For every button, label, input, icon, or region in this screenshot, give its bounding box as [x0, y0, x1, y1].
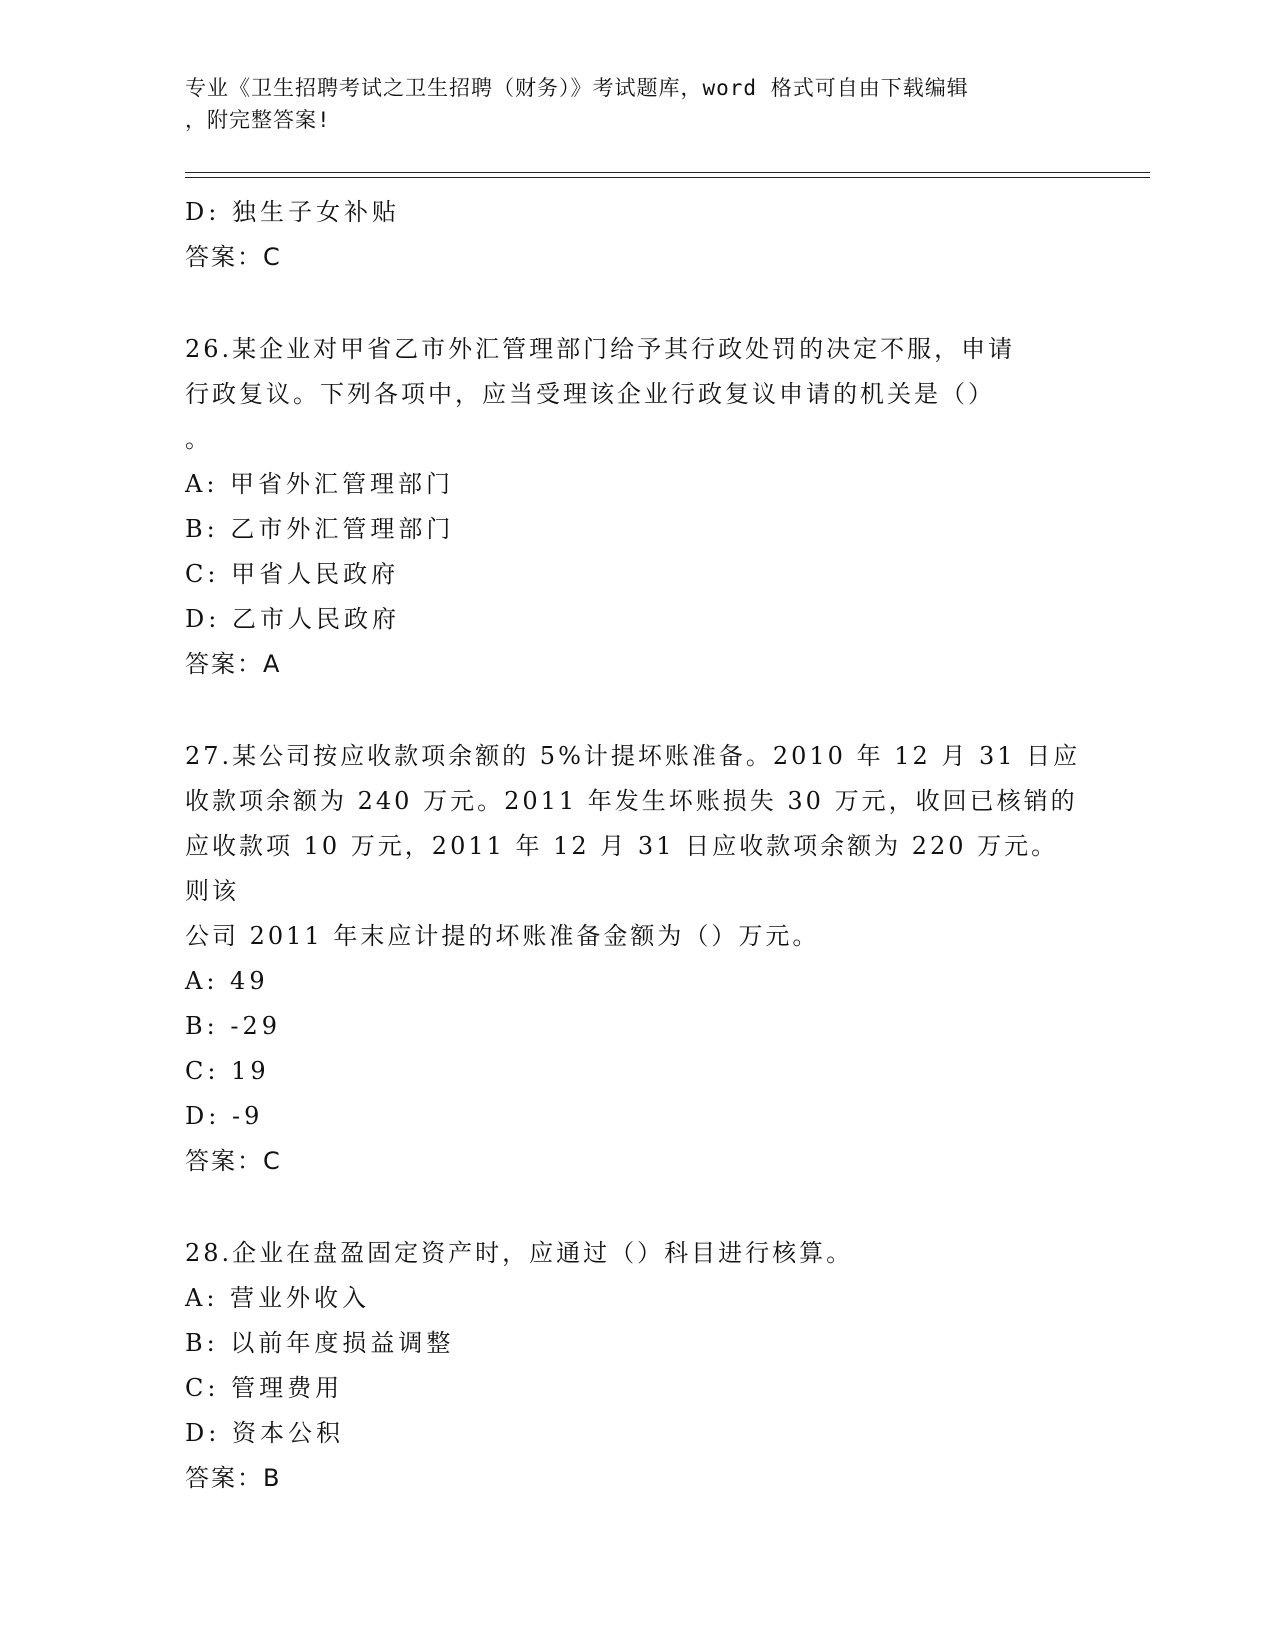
- option-b: B: 以前年度损益调整: [185, 1329, 455, 1357]
- option-b: B: -29: [185, 1012, 281, 1040]
- question-27: [185, 734, 1085, 1184]
- question-stem: [185, 327, 1085, 462]
- option-d: D: 乙市人民政府: [185, 605, 400, 633]
- question-stem: [185, 734, 1085, 959]
- header-line-1: 专业《卫生招聘考试之卫生招聘（财务）》考试题库，word 格式可自由下载编辑: [185, 76, 969, 100]
- stem-line: 收款项余额为 240 万元。2011 年发生坏账损失 30 万元，收回已核销的: [185, 787, 1078, 815]
- option-a: A: 49: [185, 967, 269, 995]
- header-line-2: ，附完整答案!: [185, 108, 331, 132]
- question-list: [185, 190, 1085, 1501]
- option-d: D: 独生子女补贴: [185, 198, 400, 226]
- stem-line: 行政复议。下列各项中，应当受理该企业行政复议申请的机关是（）: [185, 380, 995, 408]
- stem-line: 应收款项 10 万元，2011 年 12 月 31 日应收款项余额为 220 万元。则该: [185, 832, 1059, 905]
- question-stem: [185, 1231, 1085, 1276]
- option-c: C: 管理费用: [185, 1374, 344, 1402]
- question-26: [185, 327, 1085, 687]
- option-d: D: 资本公积: [185, 1419, 344, 1447]
- document-header: [185, 72, 1065, 136]
- option-d: D: -9: [185, 1102, 264, 1130]
- previous-question-tail: [185, 190, 1085, 280]
- stem-line: 。: [185, 425, 212, 453]
- option-a: A: 营业外收入: [185, 1284, 371, 1312]
- option-a: A: 甲省外汇管理部门: [185, 470, 455, 498]
- answer-label: 答案：C: [185, 1147, 282, 1175]
- stem-line: 27.某公司按应收款项余额的 5%计提坏账准备。2010 年 12 月 31 日应: [185, 742, 1081, 770]
- stem-line: 公司 2011 年末应计提的坏账准备金额为（）万元。: [185, 922, 820, 950]
- option-b: B: 乙市外汇管理部门: [185, 515, 455, 543]
- header-rule-top: [185, 172, 1150, 173]
- option-c: C: 19: [185, 1057, 270, 1085]
- answer-label: 答案：B: [185, 1464, 282, 1492]
- question-28: [185, 1231, 1085, 1501]
- answer-label: 答案：A: [185, 650, 282, 678]
- stem-line: 28.企业在盘盈固定资产时，应通过（）科目进行核算。: [185, 1239, 854, 1267]
- answer-label: 答案：C: [185, 243, 282, 271]
- header-rule-bottom: [185, 177, 1150, 178]
- stem-line: 26.某企业对甲省乙市外汇管理部门给予其行政处罚的决定不服，申请: [185, 335, 1016, 363]
- option-c: C: 甲省人民政府: [185, 560, 400, 588]
